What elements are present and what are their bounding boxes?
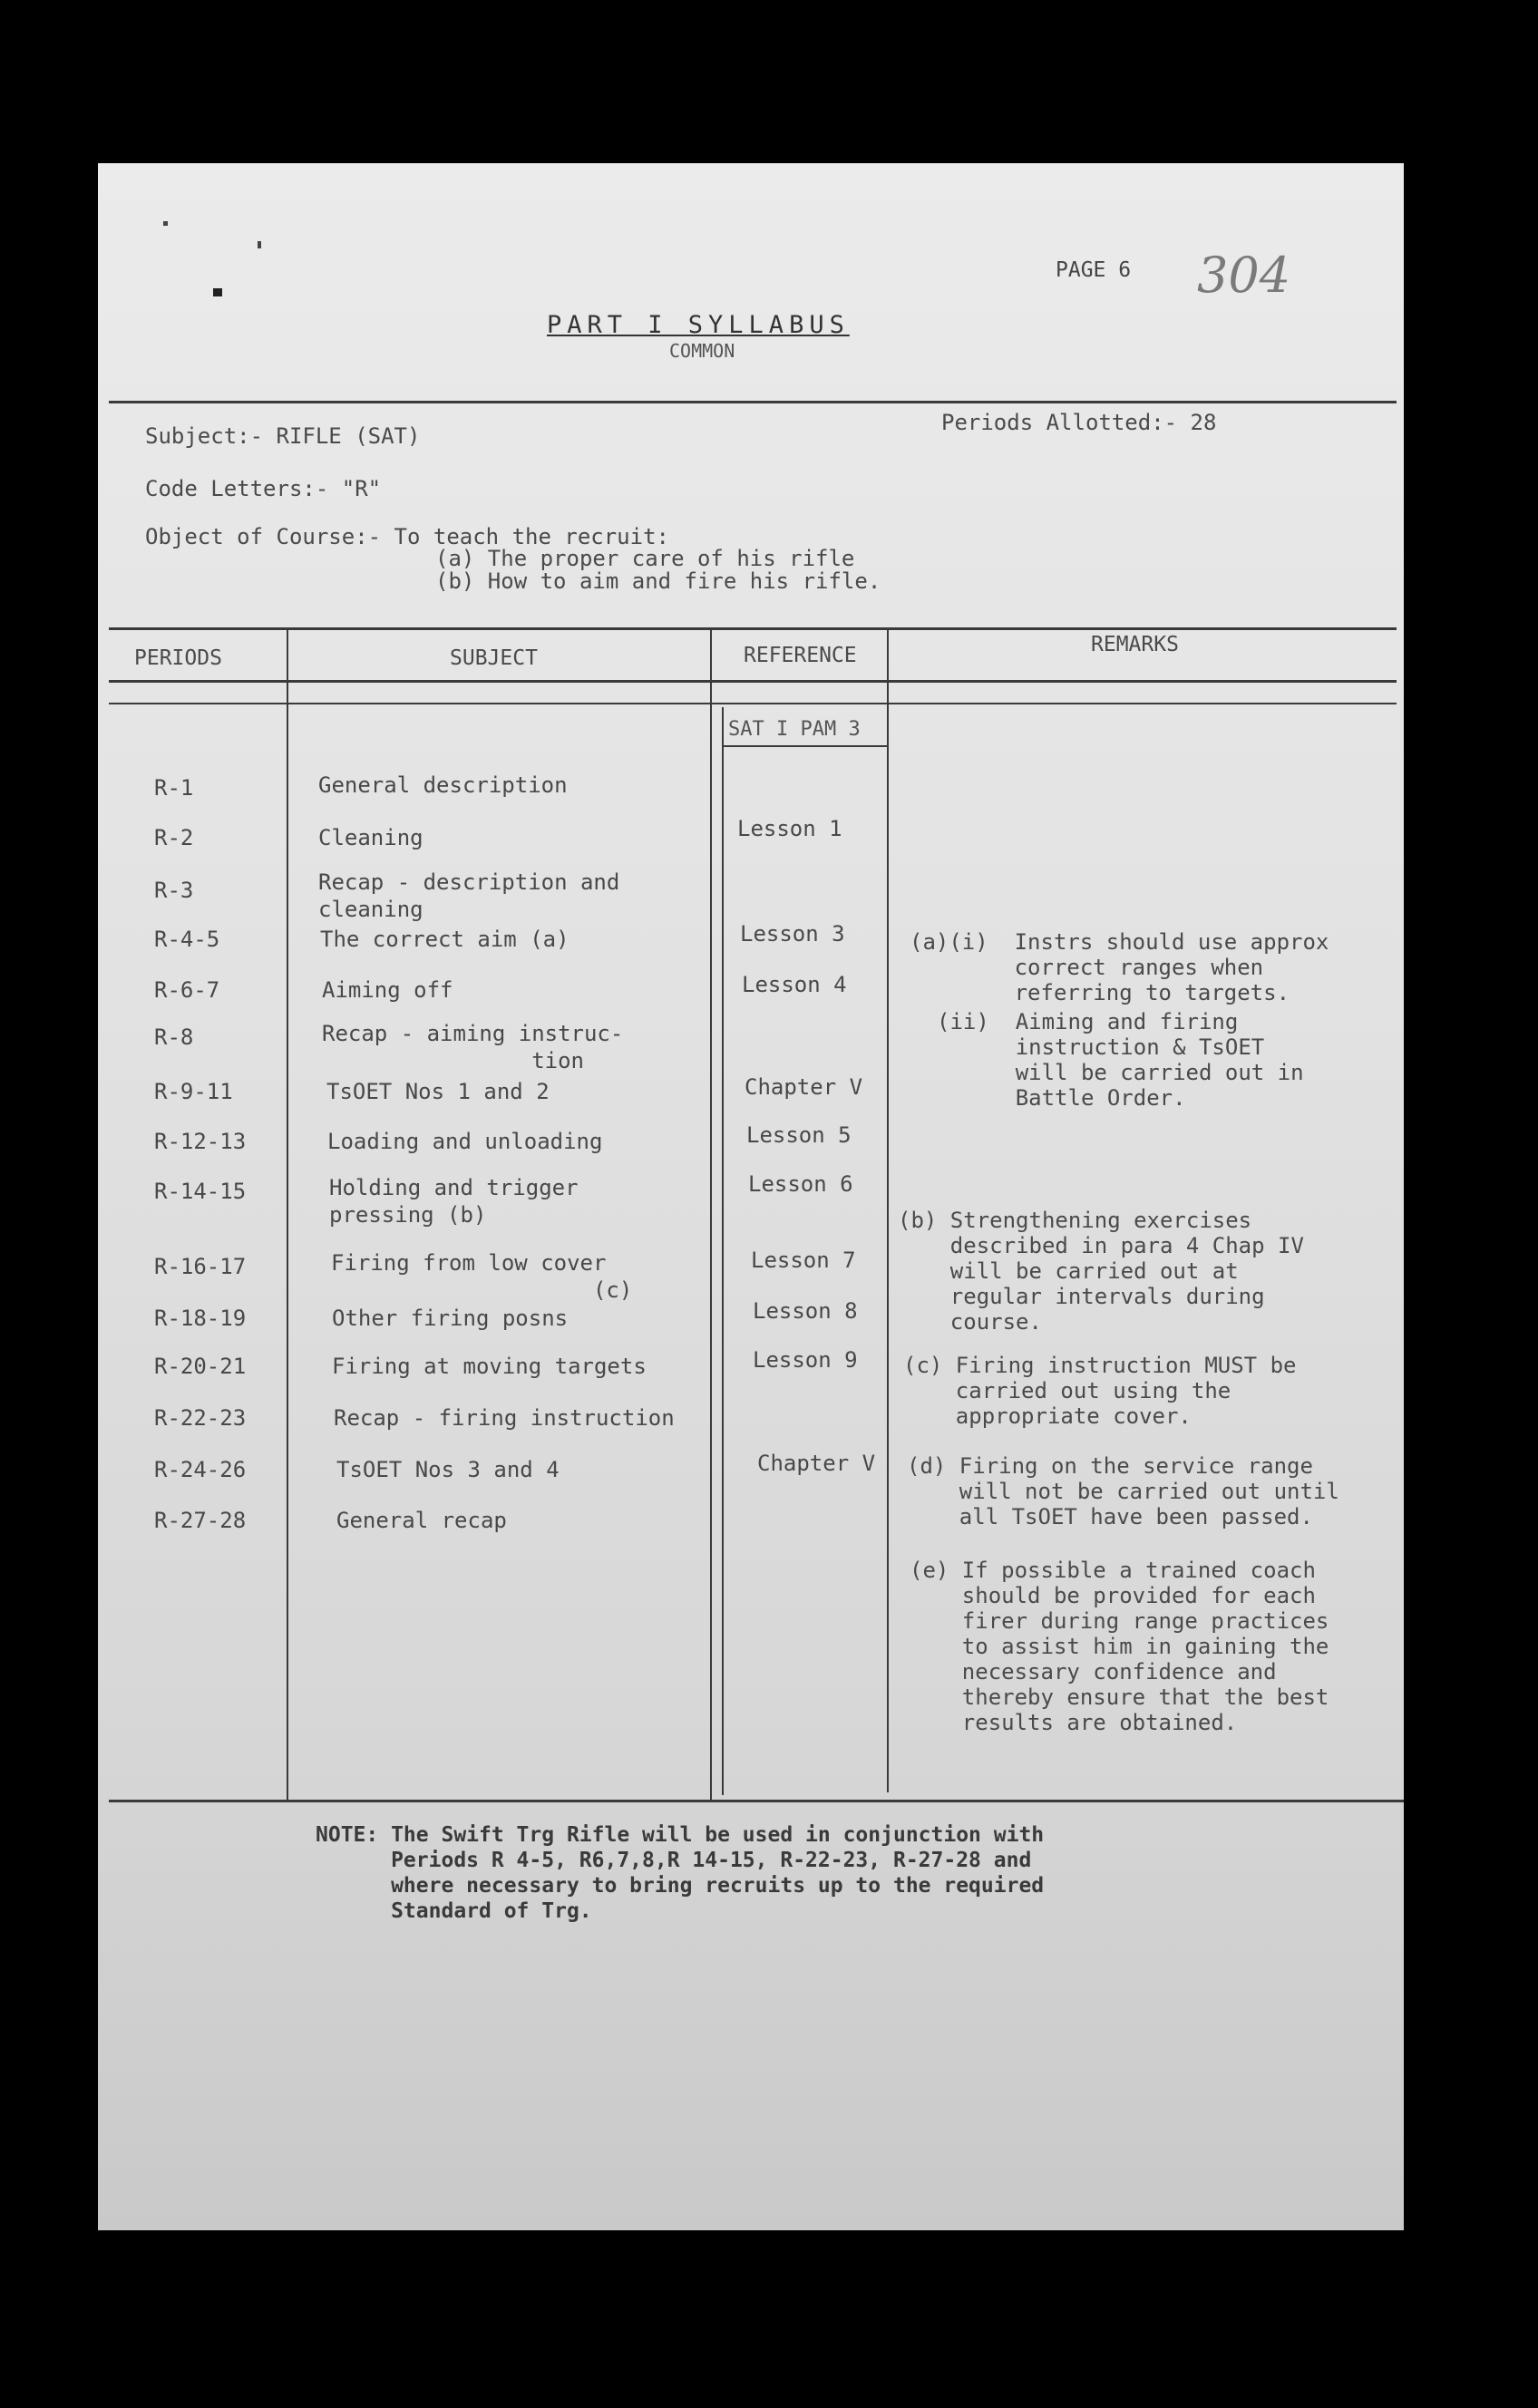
reference-cell: Lesson 4 xyxy=(742,972,847,997)
period-cell: R-27-28 xyxy=(154,1508,247,1533)
col-header-subject: SUBJECT xyxy=(450,646,538,670)
table-bottom-rule xyxy=(109,1800,1404,1802)
period-cell: R-22-23 xyxy=(154,1405,247,1431)
table-header-rule-2 xyxy=(109,703,1397,704)
subject-cell: Recap - description and cleaning xyxy=(318,869,620,922)
table-header-rule xyxy=(109,680,1397,683)
period-cell: R-18-19 xyxy=(154,1306,247,1331)
col-header-remarks: REMARKS xyxy=(1091,633,1179,656)
subject-cell: TsOET Nos 3 and 4 xyxy=(336,1457,560,1482)
period-cell: R-2 xyxy=(154,825,194,850)
object-b: (b) How to aim and fire his rifle. xyxy=(435,568,881,594)
reference-source: SAT I PAM 3 xyxy=(728,718,861,741)
reference-cell: Lesson 6 xyxy=(748,1171,853,1197)
object-a: (a) The proper care of his rifle xyxy=(435,546,855,571)
subject-cell: Other firing posns xyxy=(332,1306,569,1331)
remark-b: (b) Strengthening exercises described in para 4 Chap IV will be carried out at regular intervals during course. xyxy=(898,1208,1304,1335)
period-cell: R-8 xyxy=(154,1024,194,1050)
period-cell: R-9-11 xyxy=(154,1079,233,1104)
reference-cell: Lesson 3 xyxy=(740,921,845,947)
remark-e: (e) If possible a trained coach should be provided for each firer during range practices to assist him in gaining the necessary confidence and thereby ensure that the best results are obtained. xyxy=(910,1558,1329,1735)
reference-cell: Chapter V xyxy=(757,1451,876,1476)
ink-speck xyxy=(163,221,168,226)
code-letters: Code Letters:- "R" xyxy=(145,476,382,501)
object-of-course: Object of Course:- To teach the recruit: xyxy=(145,524,669,549)
periods-allotted: Periods Allotted:- 28 xyxy=(941,410,1217,435)
subject-cell: Firing at moving targets xyxy=(332,1354,647,1379)
period-cell: R-24-26 xyxy=(154,1457,247,1482)
ink-speck xyxy=(258,241,261,248)
subject-cell: Holding and trigger pressing (b) xyxy=(329,1175,579,1228)
remark-d: (d) Firing on the service range will not be carried out until all TsOET have been passed. xyxy=(907,1453,1339,1529)
subject-cell: Cleaning xyxy=(318,825,423,850)
header-rule xyxy=(109,401,1397,403)
subject-cell: Loading and unloading xyxy=(327,1129,603,1154)
ref-sub-left xyxy=(722,707,724,1795)
col-divider-1 xyxy=(287,627,288,1801)
period-cell: R-16-17 xyxy=(154,1254,247,1279)
subject-cell: The correct aim (a) xyxy=(320,927,569,952)
table-top-rule xyxy=(109,627,1397,630)
document-subtitle: COMMON xyxy=(669,340,735,362)
col-header-reference: REFERENCE xyxy=(744,644,857,667)
reference-cell: Lesson 9 xyxy=(753,1347,858,1373)
col-divider-3 xyxy=(887,627,889,1792)
handwritten-folio-number: 304 xyxy=(1197,247,1291,304)
reference-cell: Lesson 1 xyxy=(737,816,842,841)
period-cell: R-3 xyxy=(154,878,194,903)
remark-a-i: (a)(i) Instrs should use approx correct ranges when referring to targets. xyxy=(910,929,1329,1005)
subject-cell: TsOET Nos 1 and 2 xyxy=(326,1079,550,1104)
period-cell: R-12-13 xyxy=(154,1129,247,1154)
remark-c: (c) Firing instruction MUST be carried out using the appropriate cover. xyxy=(903,1353,1297,1429)
document-title: PART I SYLLABUS xyxy=(547,311,850,339)
ref-sub-bottom xyxy=(722,745,887,747)
subject-cell: Firing from low cover (c) xyxy=(331,1250,633,1303)
reference-cell: Chapter V xyxy=(745,1074,863,1100)
remark-a-ii: (ii) Aiming and firing instruction & TsOET will be carried out in Battle Order. xyxy=(937,1009,1304,1111)
document-sheet xyxy=(98,163,1404,2230)
period-cell: R-14-15 xyxy=(154,1179,247,1204)
subject-cell: General recap xyxy=(336,1508,507,1533)
subject-cell: Recap - aiming instruc- tion xyxy=(322,1021,624,1073)
reference-cell: Lesson 7 xyxy=(751,1248,856,1273)
ink-speck xyxy=(213,288,222,296)
col-divider-2 xyxy=(710,627,712,1801)
footnote: NOTE: The Swift Trg Rifle will be used in conjunction with Periods R 4-5, R6,7,8,R 14-15, R-22-23, R-27-28 and where necessary to bring recruits up to the required Standard of Trg. xyxy=(316,1823,1045,1923)
period-cell: R-4-5 xyxy=(154,927,220,952)
subject-cell: Aiming off xyxy=(322,977,453,1003)
reference-cell: Lesson 8 xyxy=(753,1298,858,1324)
col-header-periods: PERIODS xyxy=(134,646,222,670)
period-cell: R-1 xyxy=(154,775,194,801)
page-number: PAGE 6 xyxy=(1056,258,1132,282)
subject-cell: Recap - firing instruction xyxy=(334,1405,675,1431)
period-cell: R-20-21 xyxy=(154,1354,247,1379)
reference-cell: Lesson 5 xyxy=(746,1122,852,1148)
subject-cell: General description xyxy=(318,772,568,798)
period-cell: R-6-7 xyxy=(154,977,220,1003)
subject-line: Subject:- RIFLE (SAT) xyxy=(145,423,421,449)
